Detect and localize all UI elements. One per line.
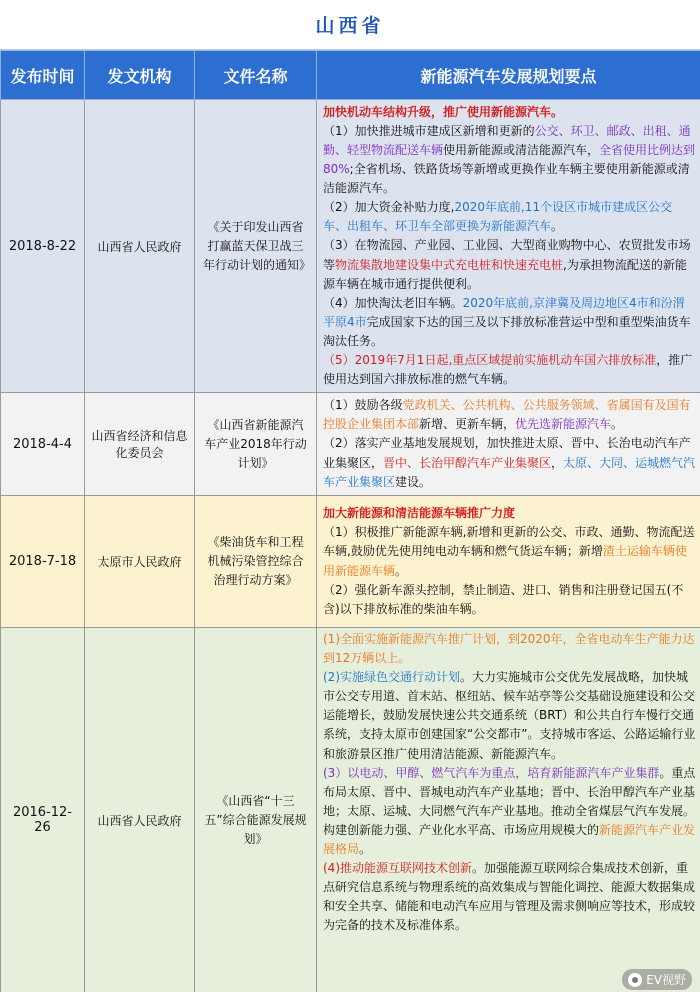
cell-document: 《山西省“十三五”综合能源发展规划》 bbox=[195, 628, 317, 992]
table-row bbox=[1, 496, 700, 628]
point-heading: 加大新能源和清洁能源车辆推广力度 bbox=[323, 506, 516, 521]
table-row bbox=[1, 628, 700, 992]
watermark-text: EV视野 bbox=[646, 973, 686, 987]
cell-document: 《关于印发山西省打赢蓝天保卫战三年行动计划的通知》 bbox=[195, 100, 317, 393]
point-item: (2)实施绿色交通行动计划。大力实施城市公交优先发展战略，加快城市公交专用道、首末站、枢纽站、候车站亭等公交基础设施建设和公交运能增长，鼓励发展快速公共交通系统（BRT）和公共自行车慢行交通系统，支持太原市创建国家“公交都市”。支持城市客运、公路运输行业和旅游景区推广使用清洁能源、新能源汽车。 bbox=[323, 670, 696, 761]
point-item: （1）鼓励各级党政机关、公共机构、公共服务领域、省属国有及国有控股企业集团本部新增、更新车辆，优先选新能源汽车。 bbox=[323, 398, 691, 432]
header-agency: 发文机构 bbox=[85, 51, 195, 100]
cell-date: 2018-8-22 bbox=[1, 100, 85, 393]
point-item: （3）在物流园、产业园、工业园、大型商业购物中心、农贸批发市场等物流集散地建设集中式充电桩和快速充电桩,为承担物流配送的新能源车辆在城市通行提供便利。 bbox=[323, 238, 691, 291]
point-item: (1)全面实施新能源汽车推广计划，到2020年，全省电动车生产能力达到12万辆以上。 bbox=[323, 632, 695, 666]
cell-date: 2016-12-26 bbox=[1, 628, 85, 992]
cell-agency: 山西省经济和信息化委员会 bbox=[85, 393, 195, 496]
policy-table bbox=[0, 50, 700, 992]
point-item: （2）强化新车源头控制，禁止制造、进口、销售和注册登记国五(不含)以下排放标准的柴油车辆。 bbox=[323, 582, 684, 616]
table-row bbox=[1, 100, 700, 393]
point-item: （4）加快淘汰老旧车辆。2020年底前,京津冀及周边地区4市和汾渭平原4市完成国家下达的国三及以下排放标准营运中型和重型柴油货车淘汰任务。 bbox=[323, 295, 691, 348]
table-header-row bbox=[1, 51, 700, 100]
point-heading: 加快机动车结构升级，推广使用新能源汽车。 bbox=[323, 104, 564, 119]
wechat-icon bbox=[628, 973, 642, 987]
page-title: 山西省 bbox=[0, 0, 700, 50]
watermark bbox=[622, 969, 692, 990]
cell-document: 《山西省新能源汽车产业2018年行动计划》 bbox=[195, 393, 317, 496]
point-item: (3）以电动、甲醇、燃气汽车为重点，培育新能源汽车产业集群。重点布局太原、晋中、晋城电动汽车产业基地；晋中、长治甲醇汽车产业基地；太原、运城、大同燃气汽车产业基地。推动全省煤层气汽车发展。构建创新能力强、产业化水平高、市场应用规模大的新能源汽车产业发展格局。 bbox=[323, 765, 696, 857]
point-item: （1）积极推广新能源车辆,新增和更新的公交、市政、通勤、物流配送车辆,鼓励优先使用纯电动车辆和燃气货运车辆；新增渣土运输车辆使用新能源车辆。 bbox=[323, 525, 695, 578]
header-document: 文件名称 bbox=[195, 51, 317, 100]
point-item: （2）落实产业基地发展规划，加快推进太原、晋中、长治电动汽车产业集聚区，晋中、长治甲醇汽车产业集聚区，太原、大同、运城燃气汽车产业集聚区建设。 bbox=[323, 436, 696, 489]
cell-agency: 太原市人民政府 bbox=[85, 496, 195, 628]
point-item: （2）加大资金补贴力度,2020年底前,11个设区市城市建成区公交车、出租车、环卫车全部更换为新能源汽车。 bbox=[323, 200, 673, 234]
cell-key-points bbox=[317, 100, 700, 393]
cell-document: 《柴油货车和工程机械污染管控综合治理行动方案》 bbox=[195, 496, 317, 628]
cell-key-points bbox=[317, 393, 700, 496]
point-item: （1）加快推进城市建成区新增和更新的公交、环卫、邮政、出租、通勤、轻型物流配送车辆使用新能源或清洁能源汽车，全省使用比例达到80%;全省机场、铁路货场等新增或更换作业车辆主要使用新能源或清洁能源汽车。 bbox=[323, 123, 696, 196]
cell-date: 2018-4-4 bbox=[1, 393, 85, 496]
table-row bbox=[1, 393, 700, 496]
cell-key-points bbox=[317, 496, 700, 628]
header-date: 发布时间 bbox=[1, 51, 85, 100]
cell-key-points bbox=[317, 628, 700, 992]
cell-agency: 山西省人民政府 bbox=[85, 628, 195, 992]
point-item: (4)推动能源互联网技术创新。加强能源互联网综合集成技术创新，重点研究信息系统与物理系统的高效集成与智能化调控、能源大数据集成和安全共享、储能和电动汽车应用与管理及需求侧响应等技术，形成较为完备的技术及标准体系。 bbox=[323, 861, 696, 933]
cell-date: 2018-7-18 bbox=[1, 496, 85, 628]
cell-agency: 山西省人民政府 bbox=[85, 100, 195, 393]
header-key-points: 新能源汽车发展规划要点 bbox=[317, 51, 700, 100]
point-item: （5）2019年7月1日起,重点区域提前实施机动车国六排放标准，推广使用达到国六排放标准的燃气车辆。 bbox=[323, 353, 693, 387]
